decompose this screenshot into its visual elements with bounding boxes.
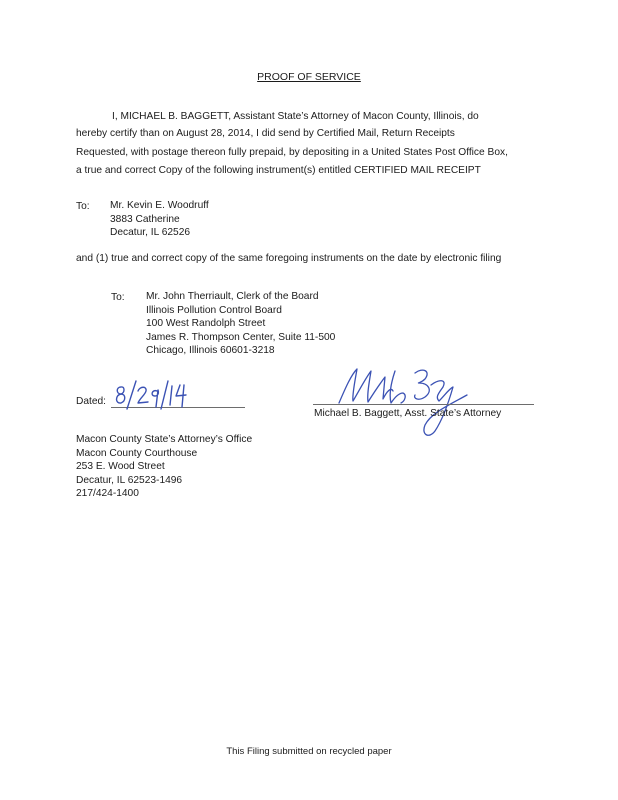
page-title: PROOF OF SERVICE [257, 71, 361, 83]
office-line: Macon County Courthouse [76, 447, 198, 459]
address-line: James R. Thompson Center, Suite 11-500 [146, 331, 336, 343]
office-address [76, 433, 252, 501]
to-label: To: [76, 201, 90, 212]
body-line: hereby certify than on August 28, 2014, I did send by Certified Mail, Return Receipts [76, 128, 455, 139]
body-line: a true and correct Copy of the following instrument(s) entitled CERTIFIED MAIL RECEIPT [76, 165, 481, 176]
footer-note: This Filing submitted on recycled paper [226, 746, 392, 757]
electronic-filing-line: and (1) true and correct copy of the same foregoing instruments on the date by electronic filing [76, 253, 502, 264]
signature [335, 361, 510, 443]
address-line: Illinois Pollution Control Board [146, 304, 282, 316]
body-line: Requested, with postage thereon fully prepaid, by depositing in a United States Post Office Box, [76, 147, 508, 158]
office-line: 253 E. Wood Street [76, 461, 165, 472]
recipient-address [146, 290, 335, 358]
office-line: 217/424-1400 [76, 488, 139, 499]
signer-name: Michael B. Baggett, Asst. State’s Attorney [314, 408, 502, 419]
handwritten-date [112, 375, 192, 415]
recipient-address [110, 199, 209, 240]
dated-label: Dated: [76, 396, 107, 407]
office-line: Decatur, IL 62523-1496 [76, 474, 183, 486]
address-line: Chicago, Illinois 60601-3218 [146, 345, 275, 356]
signature-rule [313, 404, 534, 405]
address-line: Mr. Kevin E. Woodruff [110, 200, 209, 211]
address-line: Mr. John Therriault, Clerk of the Board [146, 291, 319, 302]
office-line: Macon County State’s Attorney’s Office [76, 434, 253, 445]
body-line: I, MICHAEL B. BAGGETT, Assistant State’s Attorney of Macon County, Illinois, do [112, 111, 479, 122]
address-line: 3883 Catherine [110, 213, 180, 225]
to-label: To: [111, 292, 125, 303]
address-line: Decatur, IL 62526 [110, 227, 191, 238]
address-line: 100 West Randolph Street [146, 318, 266, 329]
